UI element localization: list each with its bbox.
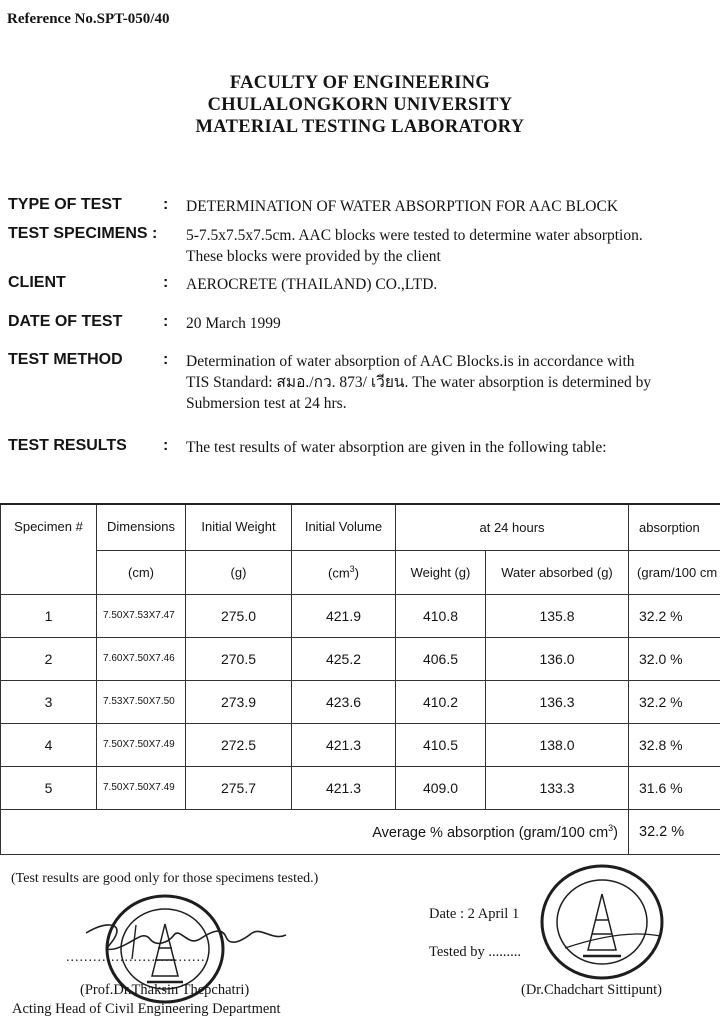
signatory1-title: Acting Head of Civil Engineering Department bbox=[12, 1001, 281, 1017]
info-colon: : bbox=[163, 351, 169, 368]
header-weight: Weight (g) bbox=[396, 550, 486, 594]
info-line: 5-7.5x7.5x7.5cm. AAC blocks were tested to determine water absorption. bbox=[186, 227, 643, 244]
header-at-24-hours: at 24 hours bbox=[396, 504, 629, 550]
cell-specimen: 2 bbox=[1, 637, 97, 680]
cell-initial-volume: 425.2 bbox=[292, 637, 396, 680]
info-line: DETERMINATION OF WATER ABSORPTION FOR AAC BLOCK bbox=[186, 198, 619, 215]
unit-superscript: 3 bbox=[349, 563, 355, 574]
info-line: AEROCRETE (THAILAND) CO.,LTD. bbox=[186, 276, 438, 293]
header-laboratory: MATERIAL TESTING LABORATORY bbox=[195, 117, 525, 137]
info-label: TEST RESULTS bbox=[8, 437, 127, 454]
cell-weight: 410.2 bbox=[396, 680, 486, 723]
info-colon: : bbox=[163, 274, 169, 291]
info-label: TEST SPECIMENS : bbox=[8, 225, 158, 242]
table-header-row bbox=[1, 504, 720, 550]
cell-absorption: 32.2 % bbox=[629, 594, 720, 637]
info-label: TEST METHOD bbox=[8, 351, 123, 368]
unit-close: ) bbox=[354, 565, 360, 581]
cell-initial-volume: 423.6 bbox=[292, 680, 396, 723]
info-label: TYPE OF TEST bbox=[8, 196, 122, 213]
table-row bbox=[1, 723, 720, 766]
signatory2-name: (Dr.Chadchart Sittipunt) bbox=[521, 982, 662, 998]
info-value bbox=[186, 437, 607, 458]
cell-water-absorbed: 133.3 bbox=[486, 766, 629, 809]
info-line: TIS Standard: สมอ./กว. 873/ เวียน. The water absorption is determined by bbox=[186, 374, 652, 391]
results-note: (Test results are good only for those specimens tested.) bbox=[11, 871, 319, 886]
header-dimensions-unit: (cm) bbox=[97, 550, 186, 594]
table-row bbox=[1, 594, 720, 637]
tested-by: Tested by ......... bbox=[429, 944, 522, 960]
average-value: 32.2 % bbox=[629, 809, 720, 854]
unit-text: (cm bbox=[327, 565, 350, 581]
header-initial-weight-unit: (g) bbox=[186, 550, 292, 594]
department-stamp-right bbox=[535, 860, 670, 985]
average-label-superscript: 3 bbox=[608, 822, 614, 833]
cell-initial-weight: 275.0 bbox=[186, 594, 292, 637]
cell-specimen: 4 bbox=[1, 723, 97, 766]
info-line: The test results of water absorption are given in the following table: bbox=[186, 439, 607, 456]
header-initial-volume-unit bbox=[292, 550, 396, 594]
header-absorption-unit: (gram/100 cm bbox=[629, 550, 720, 594]
header-initial-volume: Initial Volume bbox=[292, 504, 396, 550]
cell-absorption: 31.6 % bbox=[629, 766, 720, 809]
reference-number: Reference No.SPT-050/40 bbox=[7, 11, 170, 27]
info-colon: : bbox=[163, 196, 169, 213]
cell-dimensions: 7.53X7.50X7.50 bbox=[97, 680, 186, 723]
table-row bbox=[1, 766, 720, 809]
cell-weight: 410.8 bbox=[396, 594, 486, 637]
info-value bbox=[186, 196, 618, 217]
header-initial-weight: Initial Weight bbox=[186, 504, 292, 550]
header-dimensions: Dimensions bbox=[97, 504, 186, 550]
header-faculty: FACULTY OF ENGINEERING bbox=[229, 73, 491, 93]
info-label: CLIENT bbox=[8, 274, 66, 291]
average-label-close: ) bbox=[613, 824, 619, 841]
cell-weight: 409.0 bbox=[396, 766, 486, 809]
cell-water-absorbed: 138.0 bbox=[486, 723, 629, 766]
cell-specimen: 1 bbox=[1, 594, 97, 637]
average-label-text: Average % absorption (gram/100 cm bbox=[372, 824, 609, 841]
signature-line: ............................... bbox=[66, 950, 206, 965]
cell-absorption: 32.8 % bbox=[629, 723, 720, 766]
table-row bbox=[1, 637, 720, 680]
table-average-row bbox=[1, 809, 720, 854]
header-water-absorbed: Water absorbed (g) bbox=[486, 550, 629, 594]
table-subheader-row bbox=[1, 550, 720, 594]
cell-dimensions: 7.50X7.53X7.47 bbox=[97, 594, 186, 637]
info-value bbox=[186, 274, 437, 295]
info-value bbox=[186, 225, 643, 267]
cell-initial-weight: 275.7 bbox=[186, 766, 292, 809]
cell-dimensions: 7.50X7.50X7.49 bbox=[97, 766, 186, 809]
average-label bbox=[1, 809, 629, 854]
header-absorption: absorption bbox=[629, 504, 720, 550]
header-specimen: Specimen # bbox=[1, 504, 97, 594]
cell-water-absorbed: 136.0 bbox=[486, 637, 629, 680]
results-table bbox=[0, 503, 720, 855]
info-label: DATE OF TEST bbox=[8, 313, 123, 330]
cell-initial-weight: 272.5 bbox=[186, 723, 292, 766]
header-university: CHULALONGKORN UNIVERSITY bbox=[207, 95, 513, 115]
cell-initial-weight: 273.9 bbox=[186, 680, 292, 723]
info-line: Submersion test at 24 hrs. bbox=[186, 395, 347, 412]
cell-dimensions: 7.50X7.50X7.49 bbox=[97, 723, 186, 766]
info-line: Determination of water absorption of AAC Blocks.is in accordance with bbox=[186, 353, 635, 370]
cell-initial-volume: 421.3 bbox=[292, 766, 396, 809]
signatory1-name: (Prof.Dr.Thaksin Thepchatri) bbox=[80, 982, 250, 998]
cell-initial-weight: 270.5 bbox=[186, 637, 292, 680]
document-header bbox=[0, 72, 720, 138]
report-date: Date : 2 April 1 bbox=[429, 906, 520, 922]
cell-weight: 410.5 bbox=[396, 723, 486, 766]
info-value bbox=[186, 313, 281, 334]
cell-dimensions: 7.60X7.50X7.46 bbox=[97, 637, 186, 680]
info-colon: : bbox=[163, 313, 169, 330]
cell-specimen: 5 bbox=[1, 766, 97, 809]
cell-initial-volume: 421.9 bbox=[292, 594, 396, 637]
info-line: These blocks were provided by the client bbox=[186, 248, 441, 265]
cell-absorption: 32.2 % bbox=[629, 680, 720, 723]
cell-specimen: 3 bbox=[1, 680, 97, 723]
table-row bbox=[1, 680, 720, 723]
cell-water-absorbed: 136.3 bbox=[486, 680, 629, 723]
cell-absorption: 32.0 % bbox=[629, 637, 720, 680]
info-line: 20 March 1999 bbox=[186, 315, 281, 332]
cell-weight: 406.5 bbox=[396, 637, 486, 680]
cell-initial-volume: 421.3 bbox=[292, 723, 396, 766]
info-value bbox=[186, 351, 651, 414]
cell-water-absorbed: 135.8 bbox=[486, 594, 629, 637]
info-colon: : bbox=[163, 437, 169, 454]
